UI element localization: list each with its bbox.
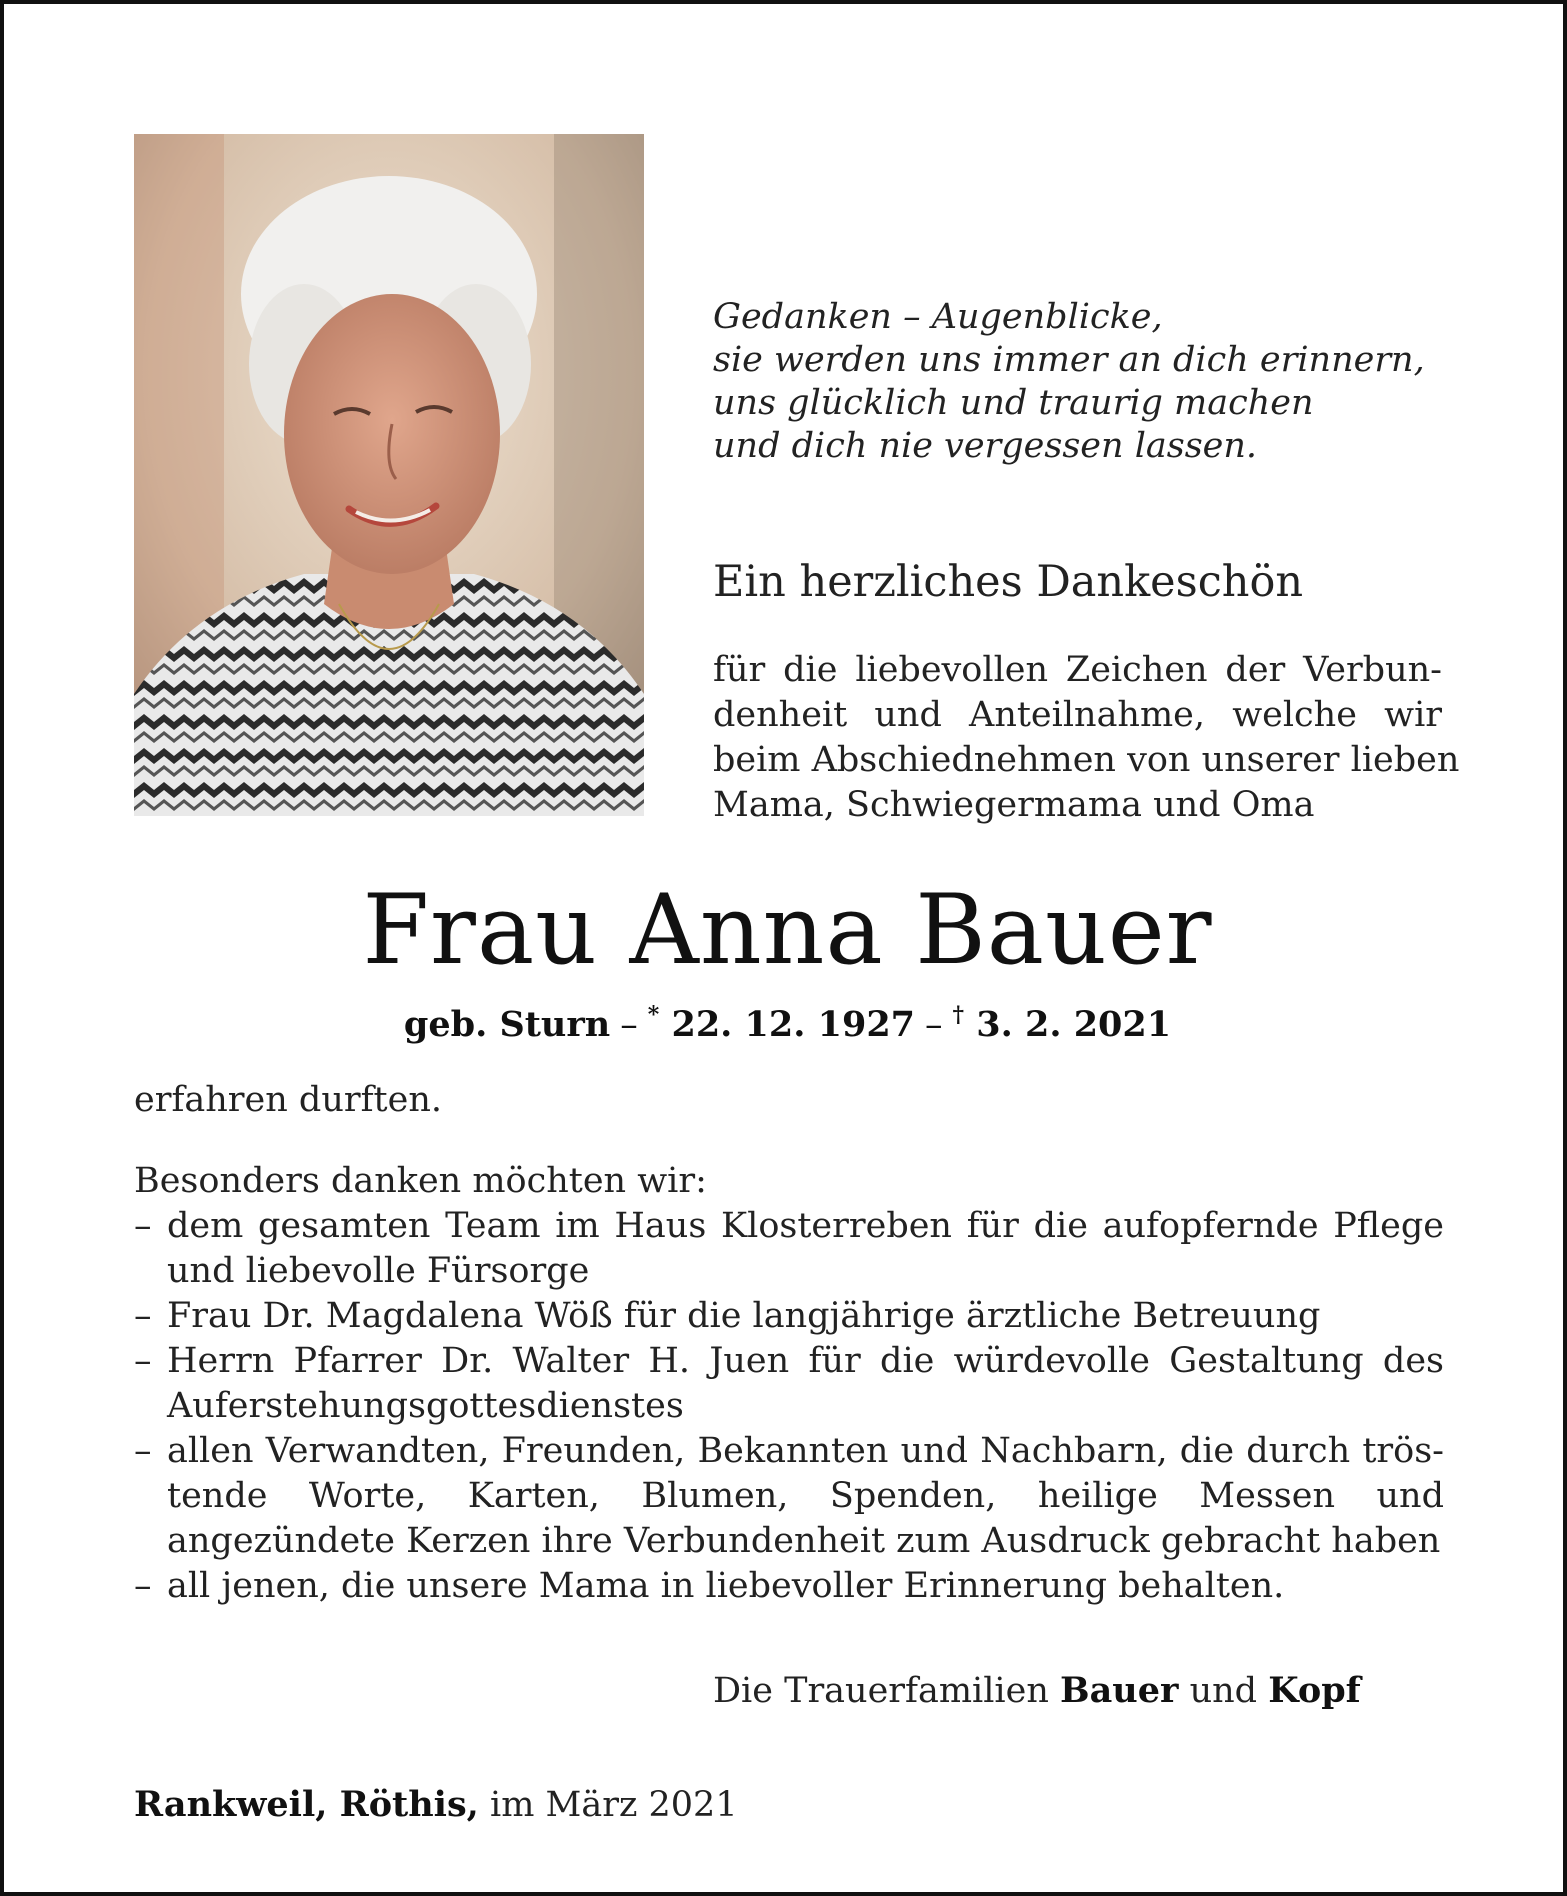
thanks-line: Mama, Schwiegermama und Oma [713,785,1315,825]
place-names: Rankweil, Röthis, [134,1784,479,1825]
signoff-conjunction: und [1189,1671,1258,1711]
poem-line: Gedanken – Augenblicke, [713,297,1163,337]
thanks-line: für die liebevollen Zeichen der Verbun- [713,650,1442,690]
continuation-text: erfahren durften. [134,1080,442,1120]
special-thanks-intro: Besonders danken möchten wir: [134,1161,707,1201]
death-date: 3. 2. 2021 [976,1004,1172,1045]
family-name-kopf: Kopf [1268,1670,1361,1711]
thanks-heading: Ein herzliches Dankeschön [713,557,1304,607]
death-symbol: † [952,1002,965,1028]
portrait-illustration [134,134,644,816]
date-text: im März 2021 [490,1785,738,1825]
dash-separator: – [620,1005,638,1045]
list-item: – Frau Dr. Magdalena Wöß für die langjährige ärztliche Betreuung [134,1294,1444,1339]
birth-date: 22. 12. 1927 [671,1004,916,1045]
list-item: – all jenen, die unsere Mama in liebevoller Erinnerung behalten. [134,1564,1444,1609]
portrait-photo [134,134,644,816]
memorial-poem [713,296,1473,468]
list-item: – dem gesamten Team im Haus Klosterreben für die aufopfernde Pflege und liebevolle Fürsorge [134,1204,1444,1294]
birth-name: geb. Sturn [403,1004,611,1045]
list-item: – allen Verwandten, Freunden, Bekannten und Nachbarn, die durch tröstende Worte, Karten, Blumen, Spenden, heilige Messen und angezündete Kerzen ihre Verbundenheit zum Ausdruck gebracht haben [134,1429,1444,1564]
signoff-prefix: Die Trauerfamilien [713,1671,1049,1711]
deceased-name: Frau Anna Bauer [362,874,1213,986]
thanks-line: beim Abschiednehmen von unserer lieben [713,740,1460,780]
thanks-body [134,1078,1444,1609]
family-name-bauer: Bauer [1060,1670,1179,1711]
place-and-date [134,1782,738,1828]
list-item: – Herrn Pfarrer Dr. Walter H. Juen für die würdevolle Gestaltung des Auferstehungsgottesdienstes [134,1339,1444,1429]
poem-line: und dich nie vergessen lassen. [713,426,1258,466]
thanks-paragraph [713,648,1460,828]
life-dates [4,993,1567,1047]
thanks-line: denheit und Anteilnahme, welche wir [713,695,1442,735]
family-signoff [713,1668,1361,1714]
special-thanks-list [134,1204,1444,1609]
poem-line: uns glücklich und traurig machen [713,383,1314,423]
poem-line: sie werden uns immer an dich erinnern, [713,340,1425,380]
dash-separator: – [925,1005,943,1045]
birth-symbol: * [647,1002,660,1028]
